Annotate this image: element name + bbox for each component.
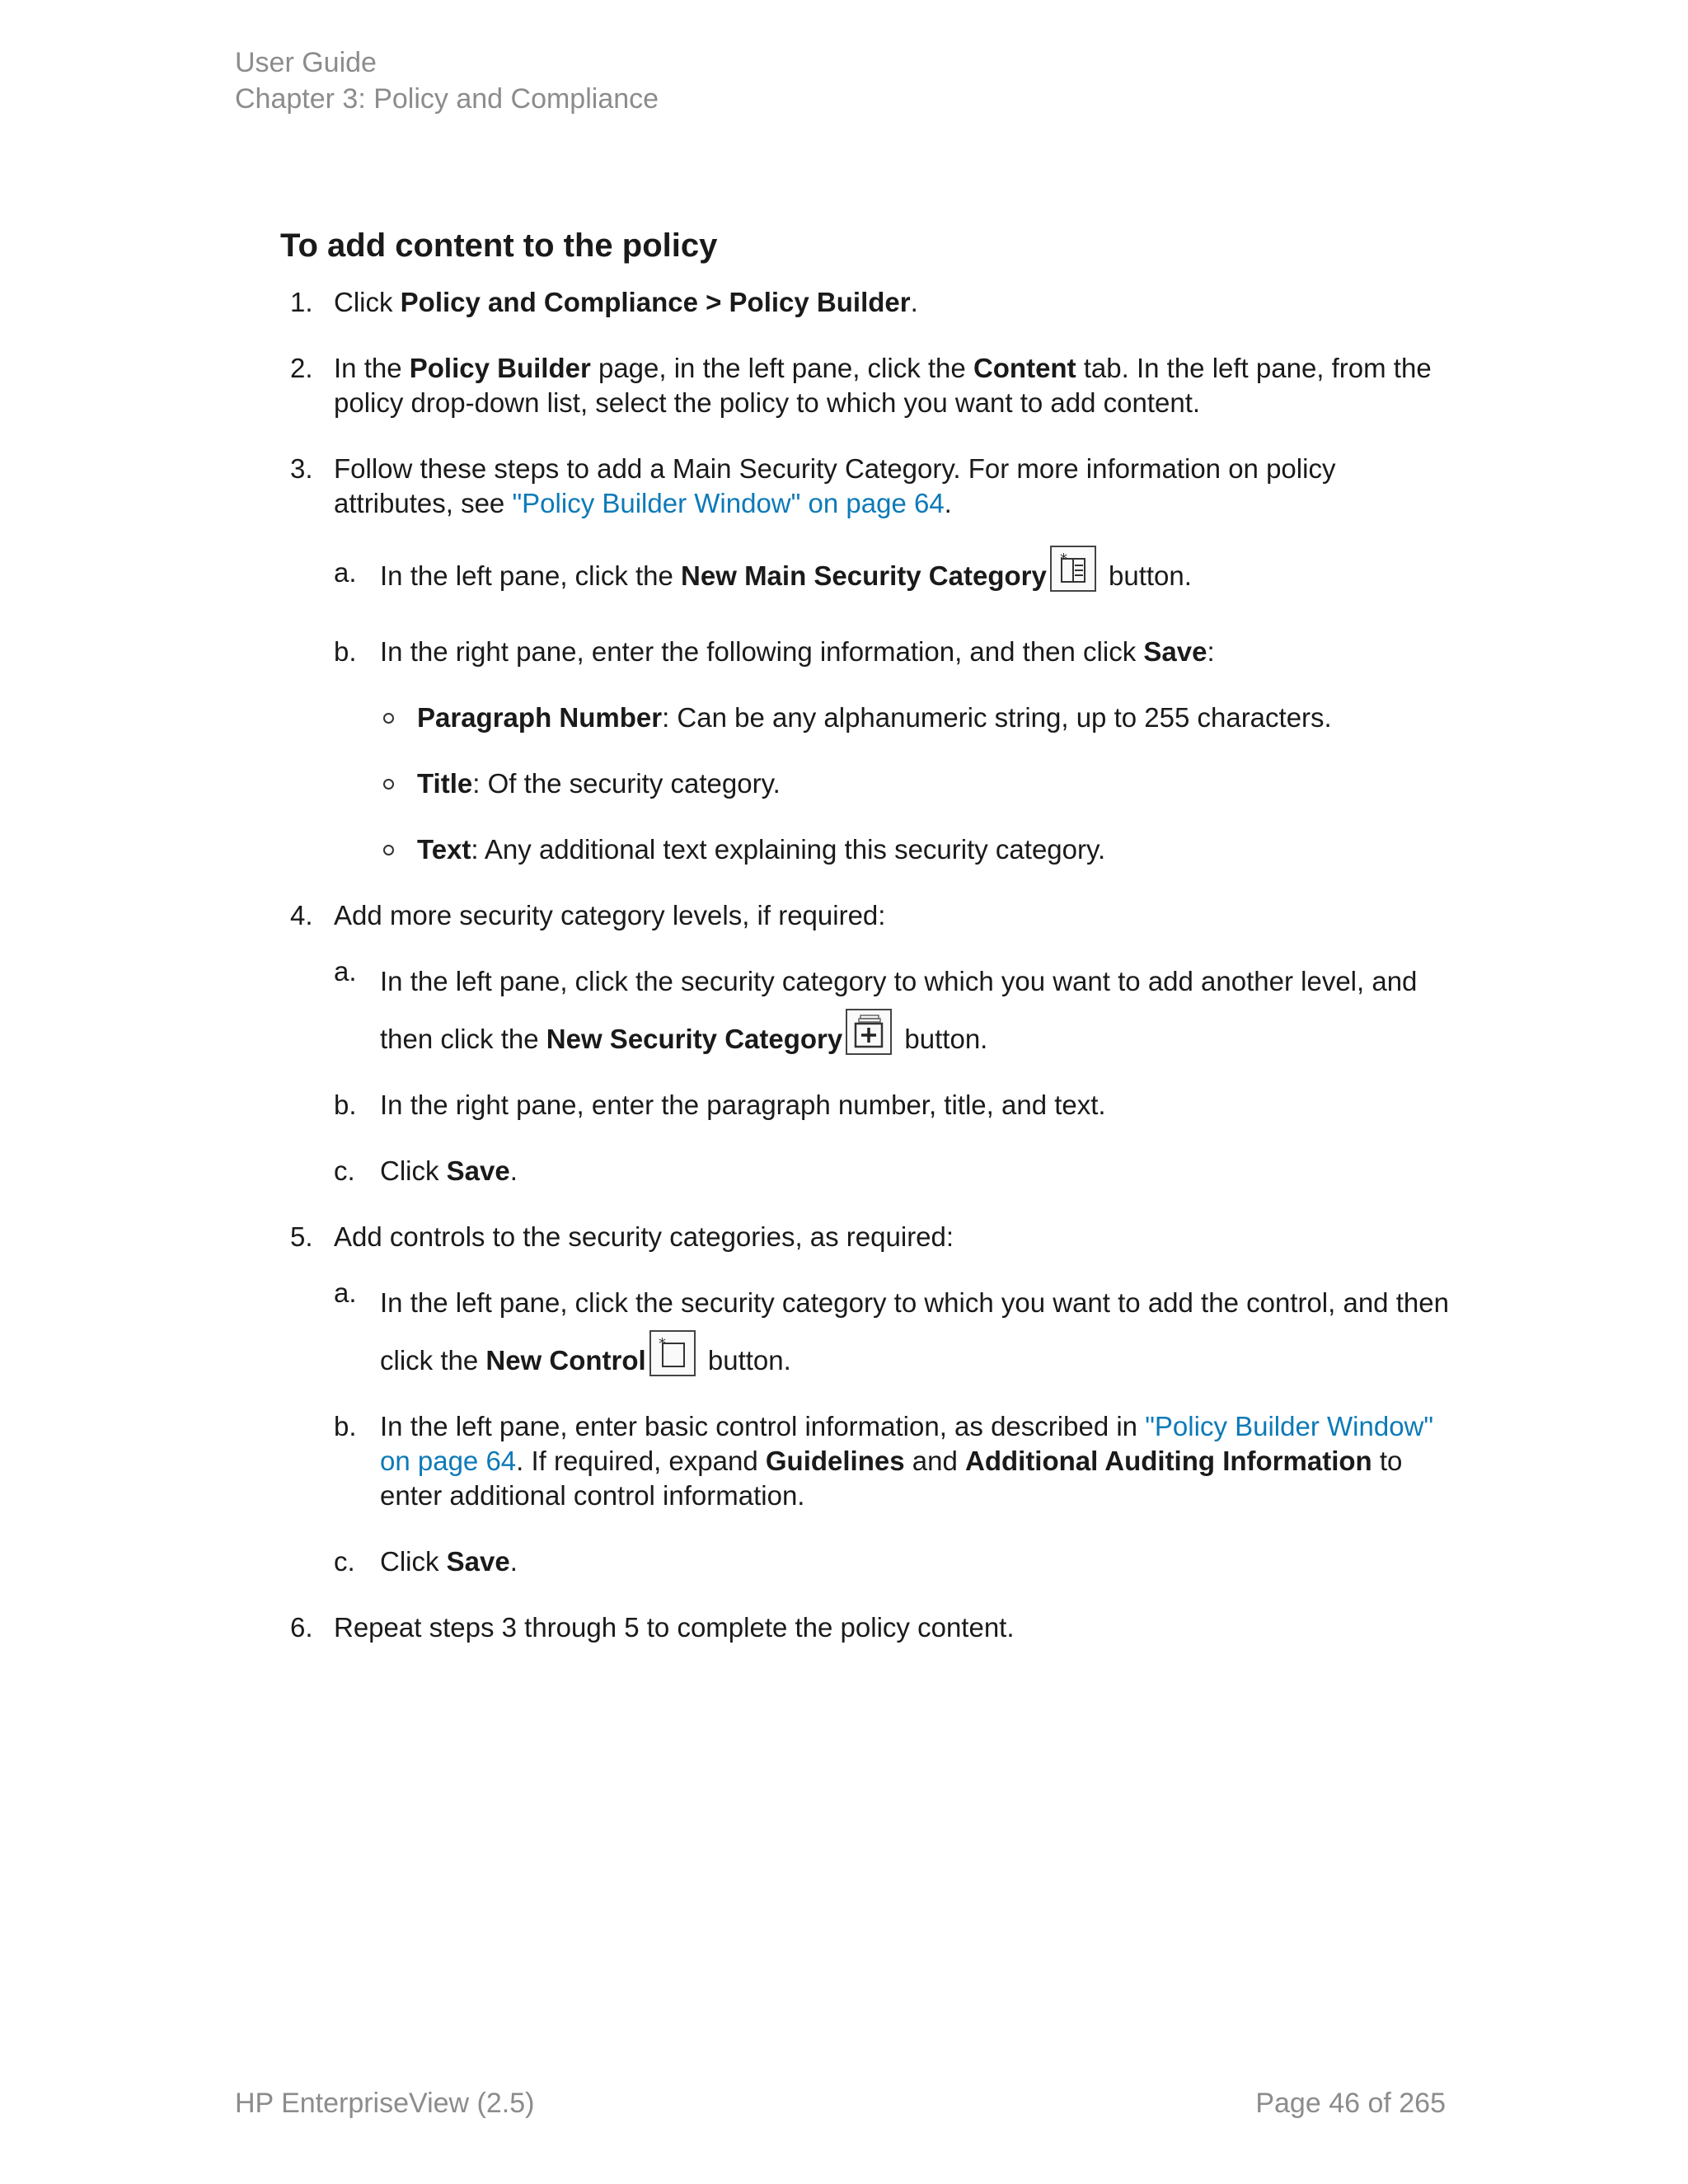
step-1 [280, 285, 1451, 320]
substep-text: Click [380, 1155, 447, 1186]
substep-letter: c. [334, 1546, 355, 1577]
button-name: New Main Security Category [681, 560, 1047, 591]
bullet-circle-icon [383, 779, 394, 790]
button-name: Save [1143, 636, 1207, 667]
substep-text: In the left pane, enter basic control information, as described in [380, 1411, 1146, 1441]
substep-text: button. [700, 1345, 791, 1376]
field-list [380, 701, 1451, 867]
field-description: : Can be any alphanumeric string, up to 255 characters. [662, 702, 1332, 733]
substep-letter: a. [334, 956, 357, 987]
policy-builder-window-link[interactable]: "Policy Builder Window" on page 64 [512, 488, 945, 518]
page-header [235, 45, 659, 117]
tab-name: Content [973, 353, 1076, 383]
header-guide-title: User Guide [235, 47, 377, 78]
bullet-circle-icon [383, 713, 394, 724]
page-footer [235, 2085, 1446, 2121]
field-description: : Any additional text explaining this security category. [471, 834, 1106, 865]
substep-text: and [904, 1446, 965, 1476]
svg-text:*: * [658, 1335, 666, 1352]
new-main-security-category-icon [1050, 546, 1096, 592]
substep-letter: a. [334, 1277, 357, 1308]
list-item [380, 701, 1451, 735]
substep-text: : [1207, 636, 1215, 667]
field-label: Text [417, 834, 471, 865]
step-text: Follow these steps to add a Main Security Category. For more information on policy attributes, see [334, 453, 1336, 518]
new-control-icon [649, 1330, 696, 1376]
substep-text: to enter additional control information. [380, 1446, 1403, 1511]
substep-text: In the right pane, enter the following information, and then click [380, 636, 1144, 667]
step-5 [280, 1220, 1451, 1579]
substep-text: In the left pane, click the [380, 560, 682, 591]
footer-page-number: Page 46 of 265 [1255, 2088, 1446, 2119]
field-label: Paragraph Number [417, 702, 663, 733]
substep-text: In the right pane, enter the paragraph number, title, and text. [380, 1090, 1106, 1120]
list-item [380, 832, 1451, 867]
step-3 [280, 452, 1451, 867]
button-name: New Control [485, 1345, 646, 1376]
substep-text: . [509, 1155, 518, 1186]
substep-4c [334, 1154, 1451, 1188]
substep-3a [334, 546, 1451, 603]
step-2 [280, 351, 1451, 420]
step-text: Repeat steps 3 through 5 to complete the policy content. [334, 1612, 1015, 1643]
button-name: Save [446, 1546, 510, 1577]
list-item [380, 766, 1451, 801]
step-text: tab. In the left pane, from the policy drop-down list, select the policy to which you want to add content. [334, 353, 1432, 418]
step-text: . [944, 488, 952, 518]
step-4 [280, 898, 1451, 1188]
step-text: page, in the left pane, click the [590, 353, 973, 383]
section-name: Additional Auditing Information [965, 1446, 1372, 1476]
step-6 [280, 1610, 1451, 1645]
substep-4a [334, 954, 1451, 1066]
substep-letter: b. [334, 636, 357, 667]
substep-4b [334, 1088, 1451, 1122]
button-name: Save [446, 1155, 510, 1186]
bullet-circle-icon [383, 845, 394, 855]
step-number: 5. [290, 1221, 313, 1252]
substep-letter: b. [334, 1411, 357, 1441]
step-text: Click [334, 287, 401, 317]
substep-text: button. [1100, 560, 1192, 591]
substep-text: . [509, 1546, 518, 1577]
substep-letter: a. [334, 557, 357, 588]
substep-text: In the left pane, click the security category to which you want to add the control, and then click the [380, 1287, 1449, 1376]
footer-product-name: HP EnterpriseView (2.5) [235, 2088, 535, 2119]
substep-text: button. [897, 1024, 988, 1054]
substep-letter: c. [334, 1155, 355, 1186]
substep-5b [334, 1409, 1451, 1513]
page-name: Policy Builder [409, 353, 591, 383]
step-number: 2. [290, 353, 313, 383]
menu-path: Policy and Compliance > Policy Builder [400, 287, 911, 317]
step-number: 6. [290, 1612, 313, 1643]
section-name: Guidelines [765, 1446, 905, 1476]
step-text: In the [334, 353, 410, 383]
header-chapter-title: Chapter 3: Policy and Compliance [235, 83, 659, 115]
main-content [280, 221, 1451, 1676]
svg-text:*: * [1059, 551, 1067, 568]
step-text: Add more security category levels, if required: [334, 900, 886, 930]
substep-text: . If required, expand [516, 1446, 766, 1476]
substep-letter: b. [334, 1090, 357, 1120]
substep-5a [334, 1276, 1451, 1388]
step-number: 1. [290, 287, 313, 317]
field-label: Title [417, 768, 473, 799]
step-text: Add controls to the security categories, as required: [334, 1221, 954, 1252]
substep-text: In the left pane, click the security category to which you want to add another level, and then click the [380, 966, 1418, 1054]
policy-builder-window-link[interactable]: "Policy Builder Window" on page 64 [380, 1411, 1434, 1476]
button-name: New Security Category [546, 1024, 843, 1054]
step-number: 3. [290, 453, 313, 484]
field-description: : Of the security category. [472, 768, 781, 799]
new-security-category-icon [846, 1009, 892, 1055]
step-number: 4. [290, 900, 313, 930]
step-text: . [910, 287, 918, 317]
substep-text: Click [380, 1546, 447, 1577]
substep-5c [334, 1544, 1451, 1579]
substep-3b [334, 635, 1451, 867]
procedure-heading: To add content to the policy [280, 227, 718, 264]
